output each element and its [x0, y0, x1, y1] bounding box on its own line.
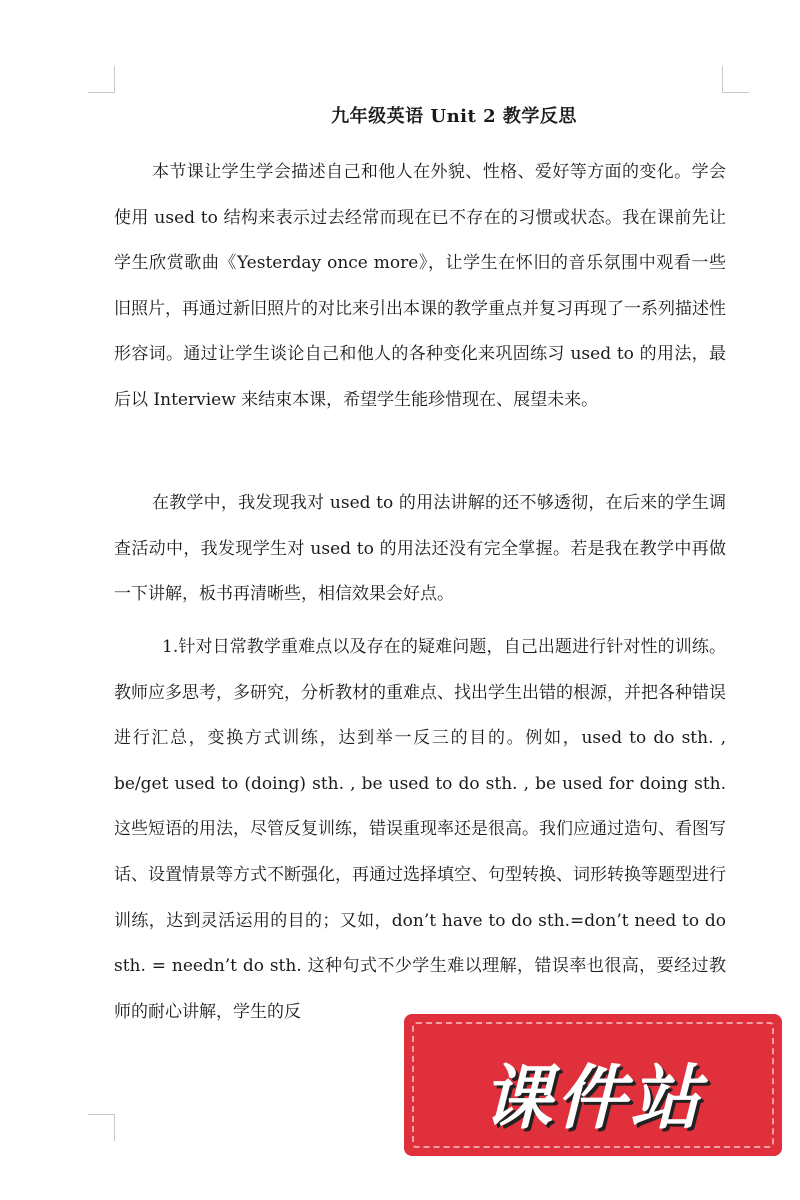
paragraph-2: 在教学中，我发现我对 used to 的用法讲解的还不够透彻，在后来的学生调查活动中，我发现学生对 used to 的用法还没有完全掌握。若是我在教学中再做一下讲解，板书再清晰些，相信效果会好点。: [114, 493, 726, 605]
watermark-text: 课件站: [482, 1057, 704, 1139]
watermark-logo: [404, 1014, 782, 1156]
paragraph-1: 本节课让学生学会描述自己和他人在外貌、性格、爱好等方面的变化。学会使用 used to 结构来表示过去经常而现在已不存在的习惯或状态。我在课前先让学生欣赏歌曲《Yesterday once more》，让学生在怀旧的音乐氛围中观看一些旧照片，再通过新旧照片的对比来引出本课的教学重点并复习再现了一系列描述性形容词。通过让学生谈论自己和他人的各种变化来巩固练习 used to 的用法，最后以 Interview 来结束本课，希望学生能珍惜现在、展望未来。: [114, 162, 726, 410]
page-title: 九年级英语 Unit 2 教学反思: [331, 106, 577, 127]
crop-mark-bottom-left: [88, 1114, 115, 1141]
crop-mark-top-left: [88, 66, 115, 93]
crop-mark-top-right: [722, 66, 749, 93]
paragraph-3: 1.针对日常教学重难点以及存在的疑难问题，自己出题进行针对性的训练。教师应多思考，多研究，分析教材的重难点、找出学生出错的根源，并把各种错误进行汇总，变换方式训练，达到举一反三的目的。例如，used to do sth. , be/get used to (doing) sth. , be used to do sth. , be used for doing sth. 这些短语的用法，尽管反复训练，错误重现率还是很高。我们应通过造句、看图写话、设置情景等方式不断强化，再通过选择填空、句型转换、词形转换等题型进行训练，达到灵活运用的目的；又如，don’t have to do sth.=don’t need to do sth. = needn’t do sth. 这种句式不少学生难以理解，错误率也很高，要经过教师的耐心讲解，学生的反: [114, 637, 726, 1022]
